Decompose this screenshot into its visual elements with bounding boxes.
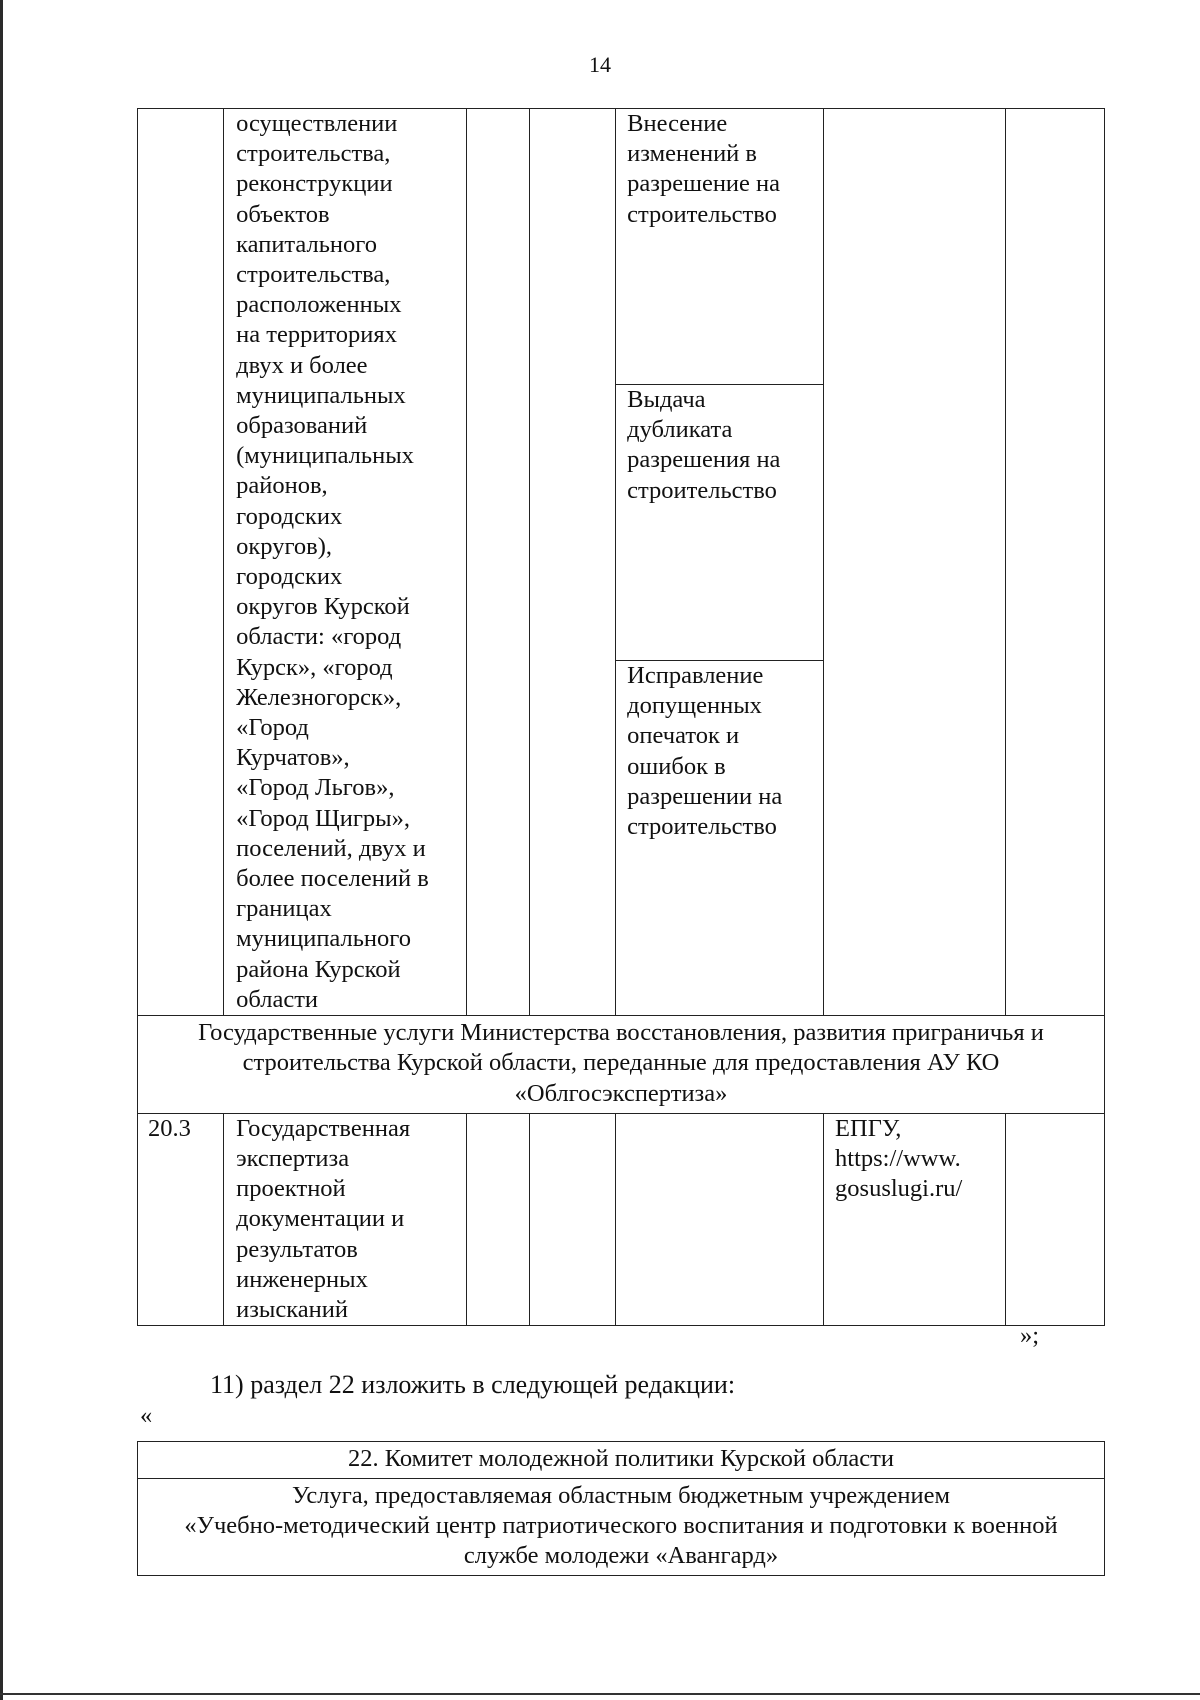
text-line: ЕПГУ, bbox=[835, 1114, 902, 1142]
text-line: экспертиза bbox=[236, 1144, 350, 1172]
result-fix-typos bbox=[616, 661, 823, 1009]
text-line: разрешение на bbox=[627, 170, 781, 198]
text-line: «Город bbox=[236, 714, 309, 742]
text-line: разрешении на bbox=[627, 782, 783, 810]
text-line: изысканий bbox=[236, 1295, 348, 1323]
text-line: объектов bbox=[236, 200, 330, 228]
text-line: района Курской bbox=[236, 955, 401, 983]
text-line: допущенных bbox=[627, 692, 762, 720]
cell-empty-1 bbox=[466, 1113, 529, 1325]
text-line: документации и bbox=[236, 1205, 405, 1233]
cell-result-empty bbox=[616, 1113, 824, 1325]
opening-quote: « bbox=[140, 1402, 153, 1429]
text-line: округов Курской bbox=[236, 593, 410, 621]
section-22-table bbox=[137, 1441, 1105, 1576]
text-line: строительства Курской области, переданные для предоставления АУ КО bbox=[242, 1049, 1000, 1077]
service-name-cell-20-3 bbox=[224, 1113, 467, 1325]
services-table bbox=[137, 108, 1105, 1326]
text-line: муниципальных bbox=[236, 381, 406, 409]
text-line: «Облгосэкспертиза» bbox=[514, 1079, 728, 1107]
text-line: Государственные услуги Министерства восстановления, развития приграничья и bbox=[198, 1019, 1044, 1047]
results-cell bbox=[616, 109, 824, 1016]
text-line: области: «город bbox=[236, 623, 402, 651]
text-line: (муниципальных bbox=[236, 442, 414, 470]
section-22-heading-text: 22. Комитет молодежной политики Курской области bbox=[348, 1445, 894, 1472]
text-line: проектной bbox=[236, 1175, 346, 1203]
scan-edge-left bbox=[0, 0, 3, 1700]
cell-number-empty bbox=[138, 109, 224, 1016]
cell-empty-2 bbox=[529, 109, 615, 1016]
section-heading-row bbox=[138, 1016, 1105, 1114]
text-line: дубликата bbox=[627, 416, 733, 444]
text-line: Исправление bbox=[627, 662, 764, 689]
text-line: Внесение bbox=[627, 110, 728, 137]
text-line: городских bbox=[236, 563, 343, 591]
table-row-20-3 bbox=[138, 1113, 1105, 1325]
text-line: результатов bbox=[236, 1235, 358, 1263]
cell-empty-2 bbox=[529, 1113, 615, 1325]
cell-channel-empty bbox=[824, 109, 1006, 1016]
page-number: 14 bbox=[589, 52, 611, 77]
text-line: «Учебно-методический центр патриотического воспитания и подготовки к военной bbox=[184, 1512, 1058, 1539]
cell-empty-last bbox=[1006, 109, 1105, 1016]
result-duplicate-permit bbox=[616, 385, 823, 661]
text-line: Выдача bbox=[627, 386, 706, 413]
text-line: образований bbox=[236, 412, 368, 440]
text-line: округов), bbox=[236, 532, 332, 560]
text-line: инженерных bbox=[236, 1265, 368, 1293]
closing-quote: »; bbox=[1020, 1322, 1040, 1349]
section-22-subheading bbox=[138, 1479, 1105, 1576]
text-line: реконструкции bbox=[236, 170, 393, 198]
text-line: строительства, bbox=[236, 140, 391, 168]
row-number-text: 20.3 bbox=[148, 1114, 191, 1142]
text-line: городских bbox=[236, 502, 343, 530]
cell-empty-last bbox=[1006, 1113, 1105, 1325]
text-line: «Город Льгов», bbox=[236, 774, 395, 802]
text-line: Курчатов», bbox=[236, 744, 350, 772]
section-22-heading bbox=[138, 1442, 1105, 1479]
result-amend-permit bbox=[616, 109, 823, 385]
table-row-continued bbox=[138, 109, 1105, 1016]
text-line: разрешения на bbox=[627, 446, 781, 474]
scan-edge-bottom bbox=[0, 1693, 1200, 1695]
text-line: области bbox=[236, 985, 319, 1013]
text-line: на территориях bbox=[236, 321, 397, 349]
text-line: двух и более bbox=[236, 351, 368, 379]
text-line: поселений, двух и bbox=[236, 834, 426, 862]
amendment-instruction: 11) раздел 22 изложить в следующей редакции: bbox=[210, 1370, 736, 1399]
text-line: Железногорск», bbox=[236, 683, 402, 711]
text-line: более поселений в bbox=[236, 865, 429, 893]
channel-cell bbox=[824, 1113, 1006, 1325]
cell-empty-1 bbox=[466, 109, 529, 1016]
service-name-cell bbox=[224, 109, 467, 1016]
text-line: ошибок в bbox=[627, 752, 726, 780]
text-line: gosuslugi.ru/ bbox=[835, 1175, 963, 1203]
text-line: границах bbox=[236, 895, 332, 923]
section-22-subheading-row bbox=[138, 1479, 1105, 1576]
text-line: «Город Щигры», bbox=[236, 804, 410, 832]
text-line: районов, bbox=[236, 472, 328, 500]
text-line: строительство bbox=[627, 813, 777, 841]
text-line: Государственная bbox=[236, 1114, 411, 1142]
text-line: опечаток и bbox=[627, 722, 740, 750]
text-line: изменений в bbox=[627, 140, 757, 168]
section-22-heading-row bbox=[138, 1442, 1105, 1479]
text-line: службе молодежи «Авангард» bbox=[463, 1542, 779, 1569]
text-line: Услуга, предоставляемая областным бюджетным учреждением bbox=[291, 1482, 951, 1509]
text-line: расположенных bbox=[236, 291, 402, 319]
row-number bbox=[138, 1113, 224, 1325]
text-line: муниципального bbox=[236, 925, 411, 953]
service-name-text bbox=[236, 109, 458, 1015]
text-line: капитального bbox=[236, 230, 377, 258]
text-line: осуществлении bbox=[236, 110, 398, 137]
text-line: строительство bbox=[627, 476, 777, 504]
text-line: Курск», «город bbox=[236, 653, 393, 681]
section-heading bbox=[138, 1016, 1105, 1114]
text-line: строительства, bbox=[236, 261, 391, 289]
text-line: https://www. bbox=[835, 1144, 961, 1172]
text-line: строительство bbox=[627, 200, 777, 228]
